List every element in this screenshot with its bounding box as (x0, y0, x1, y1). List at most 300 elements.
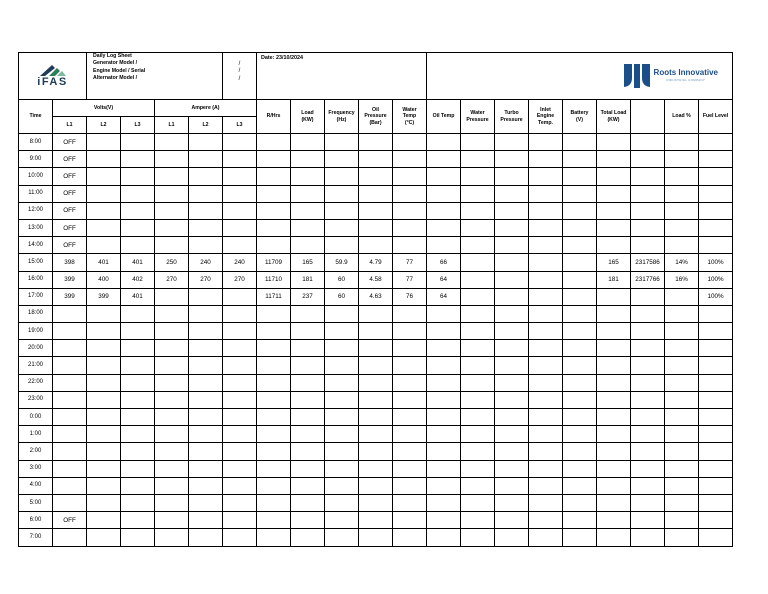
log-cell[interactable] (631, 512, 665, 529)
log-cell[interactable] (461, 323, 495, 340)
log-cell[interactable]: 401 (87, 254, 121, 271)
log-cell[interactable] (427, 202, 461, 219)
log-cell[interactable] (257, 202, 291, 219)
log-cell[interactable] (223, 151, 257, 168)
log-cell[interactable] (597, 443, 631, 460)
log-cell[interactable] (155, 134, 189, 151)
log-cell[interactable] (665, 202, 699, 219)
log-cell[interactable] (461, 254, 495, 271)
log-cell[interactable] (597, 151, 631, 168)
log-cell[interactable] (529, 443, 563, 460)
log-cell[interactable] (393, 185, 427, 202)
log-cell[interactable]: 240 (223, 254, 257, 271)
log-cell[interactable] (223, 340, 257, 357)
log-cell[interactable] (529, 185, 563, 202)
log-cell[interactable]: 14% (665, 254, 699, 271)
log-cell[interactable] (529, 151, 563, 168)
log-cell[interactable] (121, 219, 155, 236)
log-cell[interactable] (189, 460, 223, 477)
log-cell[interactable] (121, 512, 155, 529)
log-cell[interactable] (597, 409, 631, 426)
log-cell[interactable] (87, 151, 121, 168)
log-cell[interactable] (495, 409, 529, 426)
log-cell[interactable] (87, 340, 121, 357)
log-cell[interactable] (155, 237, 189, 254)
log-cell[interactable] (699, 494, 733, 511)
log-cell[interactable] (631, 477, 665, 494)
log-cell[interactable] (257, 340, 291, 357)
log-cell[interactable] (563, 323, 597, 340)
log-cell[interactable] (223, 237, 257, 254)
log-cell[interactable] (427, 305, 461, 322)
log-cell[interactable] (189, 219, 223, 236)
log-cell[interactable] (495, 374, 529, 391)
log-cell[interactable] (393, 305, 427, 322)
log-cell[interactable]: 181 (291, 271, 325, 288)
log-cell[interactable] (427, 134, 461, 151)
log-cell[interactable] (495, 185, 529, 202)
log-cell[interactable] (155, 288, 189, 305)
log-cell[interactable]: 270 (189, 271, 223, 288)
log-cell[interactable] (665, 340, 699, 357)
log-cell[interactable] (427, 340, 461, 357)
log-cell[interactable]: 240 (189, 254, 223, 271)
log-cell[interactable] (427, 443, 461, 460)
log-cell[interactable] (461, 477, 495, 494)
log-cell[interactable] (563, 185, 597, 202)
log-cell[interactable]: 59.9 (325, 254, 359, 271)
log-cell[interactable] (121, 237, 155, 254)
log-cell[interactable] (699, 151, 733, 168)
log-cell[interactable] (189, 340, 223, 357)
log-cell[interactable] (87, 305, 121, 322)
log-cell[interactable] (325, 529, 359, 546)
log-cell[interactable] (325, 185, 359, 202)
log-cell[interactable] (325, 237, 359, 254)
log-cell[interactable]: 401 (121, 288, 155, 305)
log-cell[interactable] (155, 443, 189, 460)
log-cell[interactable]: 60 (325, 288, 359, 305)
log-cell[interactable] (155, 374, 189, 391)
log-cell[interactable]: 270 (155, 271, 189, 288)
log-cell[interactable] (121, 409, 155, 426)
log-cell[interactable] (359, 134, 393, 151)
log-cell[interactable] (495, 443, 529, 460)
log-cell[interactable] (529, 374, 563, 391)
log-cell[interactable] (495, 477, 529, 494)
log-cell[interactable] (427, 219, 461, 236)
log-cell[interactable] (325, 426, 359, 443)
log-cell[interactable] (665, 305, 699, 322)
log-cell[interactable] (393, 460, 427, 477)
log-cell[interactable] (87, 477, 121, 494)
log-cell[interactable] (427, 391, 461, 408)
log-cell[interactable] (563, 409, 597, 426)
log-cell[interactable] (257, 443, 291, 460)
log-cell[interactable] (87, 134, 121, 151)
log-cell[interactable] (359, 219, 393, 236)
log-cell[interactable] (563, 151, 597, 168)
log-cell[interactable] (155, 151, 189, 168)
log-cell[interactable] (291, 443, 325, 460)
log-cell[interactable] (461, 409, 495, 426)
log-cell[interactable] (155, 460, 189, 477)
log-cell[interactable] (665, 460, 699, 477)
log-cell[interactable] (121, 374, 155, 391)
log-cell[interactable] (393, 323, 427, 340)
log-cell[interactable]: 398 (53, 254, 87, 271)
log-cell[interactable] (597, 494, 631, 511)
log-cell[interactable]: 66 (427, 254, 461, 271)
log-cell[interactable] (291, 460, 325, 477)
log-cell[interactable] (563, 219, 597, 236)
log-cell[interactable] (325, 374, 359, 391)
log-cell[interactable] (359, 460, 393, 477)
log-cell[interactable] (257, 426, 291, 443)
log-cell[interactable] (665, 357, 699, 374)
log-cell[interactable] (597, 477, 631, 494)
log-cell[interactable] (563, 477, 597, 494)
log-cell[interactable] (597, 323, 631, 340)
log-cell[interactable]: OFF (53, 512, 87, 529)
log-cell[interactable] (257, 305, 291, 322)
log-cell[interactable]: OFF (53, 185, 87, 202)
log-cell[interactable] (631, 494, 665, 511)
log-cell[interactable] (529, 426, 563, 443)
log-cell[interactable] (257, 134, 291, 151)
log-cell[interactable] (291, 134, 325, 151)
log-cell[interactable] (393, 219, 427, 236)
log-cell[interactable] (529, 271, 563, 288)
log-cell[interactable]: 77 (393, 271, 427, 288)
log-cell[interactable] (563, 374, 597, 391)
log-cell[interactable] (563, 357, 597, 374)
log-cell[interactable] (53, 409, 87, 426)
log-cell[interactable]: 237 (291, 288, 325, 305)
log-cell[interactable] (359, 477, 393, 494)
log-cell[interactable] (87, 168, 121, 185)
log-cell[interactable]: 100% (699, 254, 733, 271)
log-cell[interactable] (87, 443, 121, 460)
log-cell[interactable] (223, 185, 257, 202)
log-cell[interactable] (461, 151, 495, 168)
log-cell[interactable] (495, 357, 529, 374)
log-cell[interactable] (53, 477, 87, 494)
log-cell[interactable] (325, 409, 359, 426)
log-cell[interactable] (563, 237, 597, 254)
log-cell[interactable] (223, 426, 257, 443)
log-cell[interactable] (461, 185, 495, 202)
log-cell[interactable] (563, 529, 597, 546)
log-cell[interactable] (53, 323, 87, 340)
log-cell[interactable] (461, 202, 495, 219)
log-cell[interactable] (631, 151, 665, 168)
log-cell[interactable] (359, 512, 393, 529)
log-cell[interactable] (325, 151, 359, 168)
log-cell[interactable] (257, 460, 291, 477)
log-cell[interactable] (53, 426, 87, 443)
log-cell[interactable] (87, 391, 121, 408)
log-cell[interactable] (631, 305, 665, 322)
log-cell[interactable] (393, 374, 427, 391)
log-cell[interactable]: 165 (597, 254, 631, 271)
log-cell[interactable] (359, 340, 393, 357)
log-cell[interactable] (257, 151, 291, 168)
log-cell[interactable] (563, 340, 597, 357)
log-cell[interactable] (291, 391, 325, 408)
log-cell[interactable] (121, 168, 155, 185)
log-cell[interactable] (121, 151, 155, 168)
log-cell[interactable] (597, 426, 631, 443)
log-cell[interactable] (393, 529, 427, 546)
log-cell[interactable] (359, 374, 393, 391)
log-cell[interactable] (189, 168, 223, 185)
log-cell[interactable] (529, 288, 563, 305)
log-cell[interactable] (53, 305, 87, 322)
log-cell[interactable] (699, 357, 733, 374)
log-cell[interactable] (631, 374, 665, 391)
log-cell[interactable] (597, 357, 631, 374)
log-cell[interactable] (495, 134, 529, 151)
log-cell[interactable] (495, 219, 529, 236)
log-cell[interactable]: 11710 (257, 271, 291, 288)
log-cell[interactable] (189, 134, 223, 151)
log-cell[interactable] (189, 151, 223, 168)
log-cell[interactable] (495, 305, 529, 322)
log-cell[interactable] (359, 391, 393, 408)
log-cell[interactable] (597, 288, 631, 305)
log-cell[interactable] (631, 460, 665, 477)
log-cell[interactable] (461, 460, 495, 477)
log-cell[interactable] (529, 168, 563, 185)
log-cell[interactable] (699, 185, 733, 202)
log-cell[interactable] (155, 340, 189, 357)
log-cell[interactable] (359, 202, 393, 219)
log-cell[interactable] (291, 219, 325, 236)
log-cell[interactable] (393, 494, 427, 511)
log-cell[interactable] (189, 237, 223, 254)
log-cell[interactable] (121, 202, 155, 219)
log-cell[interactable]: 399 (53, 271, 87, 288)
log-cell[interactable] (495, 323, 529, 340)
log-cell[interactable] (597, 340, 631, 357)
log-cell[interactable] (461, 357, 495, 374)
log-cell[interactable] (393, 426, 427, 443)
log-cell[interactable] (699, 512, 733, 529)
log-cell[interactable]: OFF (53, 237, 87, 254)
log-cell[interactable] (291, 374, 325, 391)
log-cell[interactable] (529, 409, 563, 426)
log-cell[interactable] (121, 391, 155, 408)
log-cell[interactable] (529, 237, 563, 254)
log-cell[interactable] (631, 409, 665, 426)
log-cell[interactable] (529, 391, 563, 408)
log-cell[interactable] (359, 409, 393, 426)
log-cell[interactable] (461, 391, 495, 408)
log-cell[interactable] (699, 340, 733, 357)
log-cell[interactable] (427, 323, 461, 340)
log-cell[interactable] (461, 168, 495, 185)
log-cell[interactable]: 16% (665, 271, 699, 288)
log-cell[interactable] (359, 305, 393, 322)
log-cell[interactable] (223, 477, 257, 494)
log-cell[interactable] (155, 477, 189, 494)
log-cell[interactable] (155, 168, 189, 185)
log-cell[interactable] (87, 460, 121, 477)
log-cell[interactable] (495, 391, 529, 408)
log-cell[interactable] (53, 529, 87, 546)
log-cell[interactable] (529, 254, 563, 271)
log-cell[interactable] (699, 168, 733, 185)
log-cell[interactable] (325, 443, 359, 460)
log-cell[interactable] (563, 271, 597, 288)
log-cell[interactable] (665, 477, 699, 494)
log-cell[interactable] (631, 237, 665, 254)
log-cell[interactable] (121, 426, 155, 443)
log-cell[interactable] (189, 426, 223, 443)
log-cell[interactable] (597, 374, 631, 391)
log-cell[interactable] (223, 409, 257, 426)
log-cell[interactable] (223, 305, 257, 322)
log-cell[interactable]: 4.58 (359, 271, 393, 288)
log-cell[interactable] (529, 305, 563, 322)
log-cell[interactable] (189, 494, 223, 511)
log-cell[interactable] (325, 391, 359, 408)
log-cell[interactable] (155, 185, 189, 202)
log-cell[interactable] (359, 323, 393, 340)
log-cell[interactable] (155, 391, 189, 408)
log-cell[interactable] (359, 357, 393, 374)
log-cell[interactable]: 4.79 (359, 254, 393, 271)
log-cell[interactable] (325, 512, 359, 529)
log-cell[interactable] (393, 151, 427, 168)
log-cell[interactable] (87, 202, 121, 219)
log-cell[interactable] (699, 374, 733, 391)
log-cell[interactable] (597, 219, 631, 236)
log-cell[interactable] (461, 271, 495, 288)
log-cell[interactable]: 399 (53, 288, 87, 305)
log-cell[interactable] (699, 426, 733, 443)
log-cell[interactable] (223, 168, 257, 185)
log-cell[interactable] (53, 443, 87, 460)
log-cell[interactable] (87, 529, 121, 546)
log-cell[interactable] (189, 374, 223, 391)
log-cell[interactable] (223, 357, 257, 374)
log-cell[interactable] (461, 340, 495, 357)
log-cell[interactable] (257, 374, 291, 391)
log-cell[interactable] (427, 426, 461, 443)
log-cell[interactable] (359, 237, 393, 254)
log-cell[interactable] (189, 477, 223, 494)
log-cell[interactable] (155, 202, 189, 219)
log-cell[interactable]: OFF (53, 202, 87, 219)
log-cell[interactable] (495, 460, 529, 477)
log-cell[interactable] (53, 357, 87, 374)
log-cell[interactable] (223, 219, 257, 236)
log-cell[interactable] (393, 202, 427, 219)
log-cell[interactable] (699, 529, 733, 546)
log-cell[interactable] (495, 151, 529, 168)
log-cell[interactable] (223, 288, 257, 305)
log-cell[interactable] (699, 409, 733, 426)
log-cell[interactable] (189, 202, 223, 219)
log-cell[interactable]: 11711 (257, 288, 291, 305)
log-cell[interactable] (461, 426, 495, 443)
log-cell[interactable]: 60 (325, 271, 359, 288)
log-cell[interactable] (427, 151, 461, 168)
log-cell[interactable] (665, 219, 699, 236)
log-cell[interactable] (563, 134, 597, 151)
log-cell[interactable]: 402 (121, 271, 155, 288)
log-cell[interactable] (393, 443, 427, 460)
log-cell[interactable] (359, 529, 393, 546)
log-cell[interactable] (597, 305, 631, 322)
log-cell[interactable]: OFF (53, 219, 87, 236)
log-cell[interactable] (121, 185, 155, 202)
log-cell[interactable] (631, 323, 665, 340)
log-cell[interactable] (563, 288, 597, 305)
log-cell[interactable] (393, 357, 427, 374)
log-cell[interactable] (597, 391, 631, 408)
log-cell[interactable]: 100% (699, 271, 733, 288)
log-cell[interactable] (87, 237, 121, 254)
log-cell[interactable] (427, 409, 461, 426)
log-cell[interactable] (529, 340, 563, 357)
log-cell[interactable] (529, 460, 563, 477)
log-cell[interactable] (359, 168, 393, 185)
log-cell[interactable]: 11709 (257, 254, 291, 271)
log-cell[interactable] (359, 426, 393, 443)
log-cell[interactable] (257, 529, 291, 546)
log-cell[interactable] (699, 305, 733, 322)
log-cell[interactable] (325, 202, 359, 219)
log-cell[interactable] (461, 529, 495, 546)
log-cell[interactable] (121, 323, 155, 340)
log-cell[interactable] (461, 219, 495, 236)
log-cell[interactable] (665, 134, 699, 151)
log-cell[interactable] (359, 494, 393, 511)
log-cell[interactable] (495, 202, 529, 219)
log-cell[interactable] (631, 529, 665, 546)
log-cell[interactable] (53, 494, 87, 511)
log-cell[interactable] (53, 374, 87, 391)
log-cell[interactable] (529, 202, 563, 219)
log-cell[interactable] (393, 340, 427, 357)
log-cell[interactable] (427, 460, 461, 477)
log-cell[interactable] (699, 443, 733, 460)
log-cell[interactable] (529, 219, 563, 236)
log-cell[interactable] (495, 494, 529, 511)
log-cell[interactable] (393, 168, 427, 185)
log-cell[interactable] (495, 271, 529, 288)
log-cell[interactable] (257, 219, 291, 236)
log-cell[interactable] (699, 219, 733, 236)
log-cell[interactable]: 270 (223, 271, 257, 288)
log-cell[interactable] (631, 391, 665, 408)
log-cell[interactable] (257, 409, 291, 426)
log-cell[interactable] (53, 460, 87, 477)
log-cell[interactable] (495, 254, 529, 271)
log-cell[interactable] (665, 185, 699, 202)
log-cell[interactable] (189, 409, 223, 426)
log-cell[interactable] (223, 494, 257, 511)
log-cell[interactable] (597, 460, 631, 477)
log-cell[interactable]: 4.63 (359, 288, 393, 305)
log-cell[interactable] (155, 494, 189, 511)
log-cell[interactable] (291, 340, 325, 357)
log-cell[interactable] (189, 323, 223, 340)
log-cell[interactable] (87, 219, 121, 236)
